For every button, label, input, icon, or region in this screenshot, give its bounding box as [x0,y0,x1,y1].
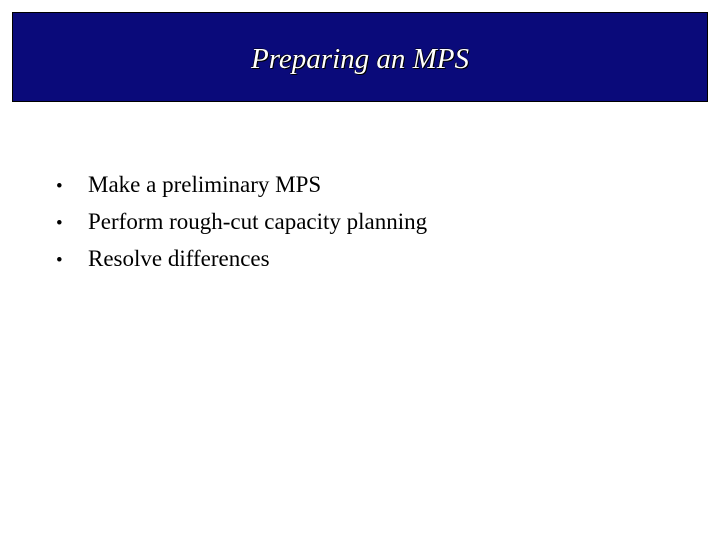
bullet-item [56,203,427,240]
bullet-text: Make a preliminary MPS [88,172,322,197]
bullet-icon: • [56,176,63,197]
bullet-icon: • [56,250,63,271]
bullet-list [56,166,427,277]
slide-title: Preparing an MPS [250,43,469,75]
bullet-text: Perform rough-cut capacity planning [88,209,428,234]
title-bar [12,12,708,102]
bullet-text: Resolve differences [88,246,270,271]
bullet-item [56,240,427,277]
bullet-item [56,166,427,203]
bullet-icon: • [56,213,63,234]
